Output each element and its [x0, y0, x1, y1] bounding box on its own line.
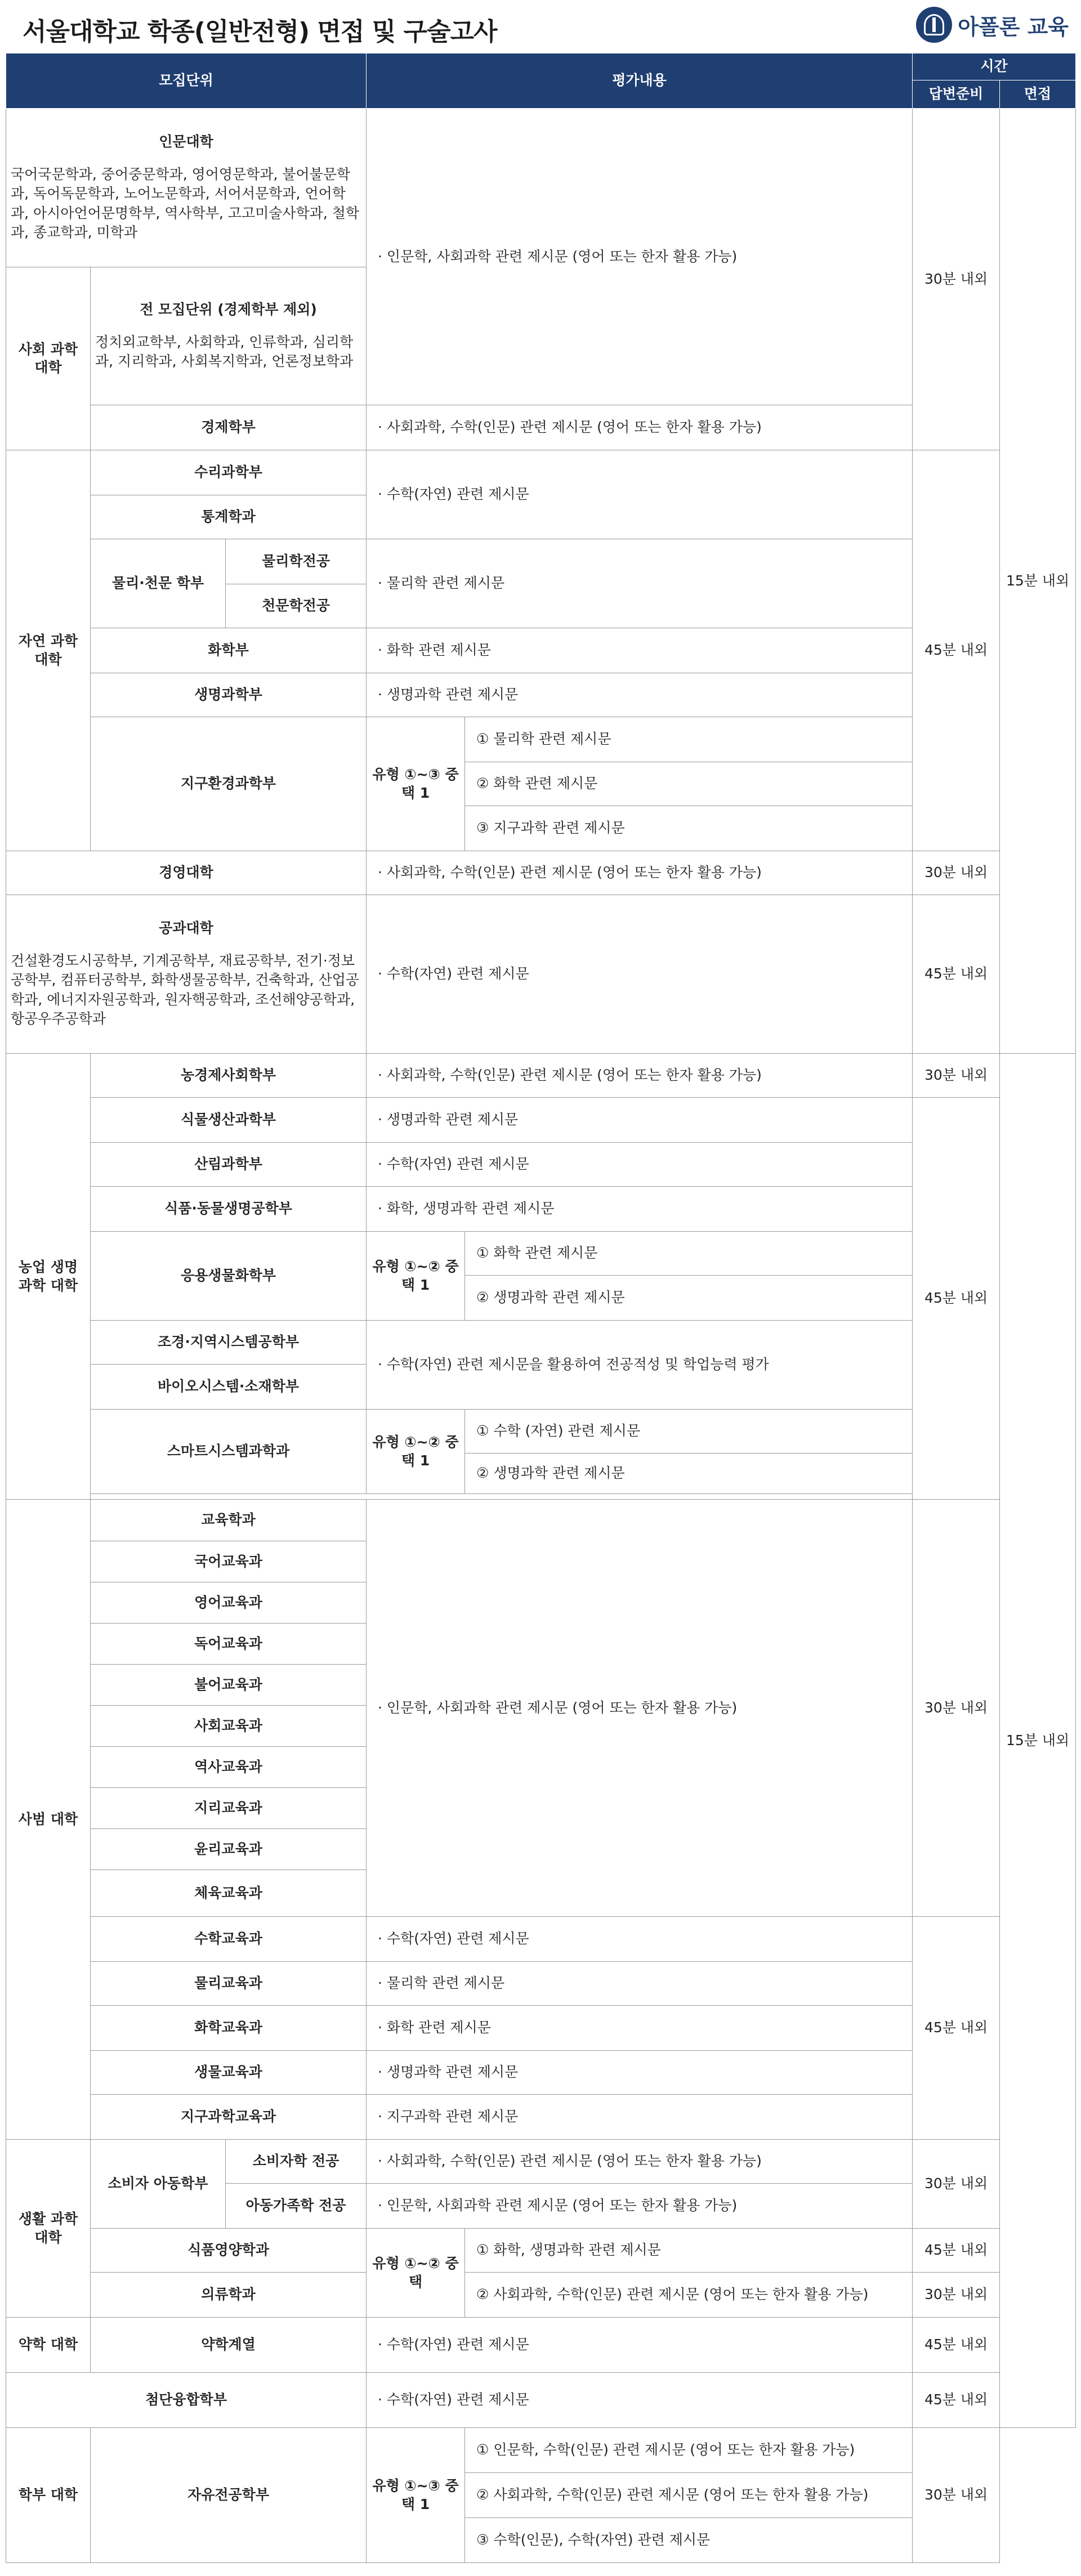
eval-bio-edu: · 생명과학 관련 제시문	[367, 2051, 913, 2095]
eval-plant: · 생명과학 관련 제시문	[367, 1098, 913, 1143]
prep-time-edu-humanities: 30분 내외	[913, 1500, 1000, 1917]
social-units-list: 정치외교학부, 사회학과, 인류학과, 심리학과, 지리학과, 사회복지학과, 언론정보학과	[95, 333, 354, 370]
prep-time-business: 30분 내외	[913, 851, 1000, 895]
eval-earth-option-3: ③ 지구과학 관련 제시문	[465, 806, 913, 851]
eval-physics-edu: · 물리학 관련 제시문	[367, 1962, 913, 2006]
prep-time-humanities-social: 30분 내외	[913, 109, 1000, 450]
eval-pharm: · 수학(자연) 관련 제시문	[367, 2318, 913, 2373]
eval-chem-edu: · 화학 관련 제시문	[367, 2006, 913, 2051]
eval-liberal-option-3: ③ 수학(인문), 수학(자연) 관련 제시문	[465, 2518, 913, 2563]
agri-spacer	[91, 1494, 913, 1500]
prep-time-food-nutrition: 45분 내외	[913, 2229, 1000, 2273]
physics-astro-group: 물리·천문 학부	[91, 539, 226, 628]
prep-time-consumer-child: 30분 내외	[913, 2140, 1000, 2229]
eval-liberal-option-2: ② 사회과학, 수학(인문) 관련 제시문 (영어 또는 한자 활용 가능)	[465, 2473, 913, 2518]
dept-edu-5: 불어교육과	[91, 1665, 367, 1706]
human-eco-college: 생활 과학 대학	[6, 2140, 91, 2318]
dept-edu-8: 지리교육과	[91, 1788, 367, 1829]
prep-time-engineering: 45분 내외	[913, 895, 1000, 1054]
eval-edu-humanities: · 인문학, 사회과학 관련 제시문 (영어 또는 한자 활용 가능)	[367, 1500, 913, 1917]
prep-time-clothing: 30분 내외	[913, 2273, 1000, 2318]
eval-business: · 사회과학, 수학(인문) 관련 제시문 (영어 또는 한자 활용 가능)	[367, 851, 913, 895]
humanities-title: 인문대학	[159, 133, 213, 150]
eval-appchem-option-1: ① 화학 관련 제시문	[465, 1232, 913, 1276]
dept-agri-econ: 농경제사회학부	[91, 1054, 367, 1098]
prep-time-pharm: 45분 내외	[913, 2318, 1000, 2373]
dept-stat: 통계학과	[91, 495, 367, 539]
header-time: 시간	[913, 53, 1076, 80]
undergrad-college: 학부 대학	[6, 2428, 91, 2563]
page-header	[0, 0, 1081, 52]
eval-bio: · 생명과학 관련 제시문	[367, 673, 913, 717]
eval-human-eco-option-1: ① 화학, 생명과학 관련 제시문	[465, 2229, 913, 2273]
natural-college: 자연 과학 대학	[6, 450, 91, 851]
liberal-type-choice: 유형 ①~③ 중 택 1	[367, 2428, 465, 2563]
eval-smart-option-1: ① 수학 (자연) 관련 제시문	[465, 1410, 913, 1454]
dept-bio-edu: 생물교육과	[91, 2051, 367, 2095]
dept-food-nutrition: 식품영양학과	[91, 2229, 367, 2273]
brand-logo	[916, 7, 1069, 43]
dept-edu-7: 역사교육과	[91, 1747, 367, 1788]
eval-landscape-biosys: · 수학(자연) 관련 제시문을 활용하여 전공적성 및 학업능력 평가	[367, 1321, 913, 1410]
humanities-cell	[6, 109, 367, 267]
eval-consumer: · 사회과학, 수학(인문) 관련 제시문 (영어 또는 한자 활용 가능)	[367, 2140, 913, 2184]
eval-forest: · 수학(자연) 관련 제시문	[367, 1143, 913, 1187]
dept-bio: 생명과학부	[91, 673, 367, 717]
eval-physics-astro: · 물리학 관련 제시문	[367, 539, 913, 628]
header-unit: 모집단위	[6, 53, 367, 109]
eval-advanced: · 수학(자연) 관련 제시문	[367, 2373, 913, 2428]
agri-college: 농업 생명 과학 대학	[6, 1054, 91, 1500]
dept-edu-10: 체육교육과	[91, 1870, 367, 1917]
edu-college: 사범 대학	[6, 1500, 91, 2140]
dept-edu-1: 교육학과	[91, 1500, 367, 1541]
eval-econ: · 사회과학, 수학(인문) 관련 제시문 (영어 또는 한자 활용 가능)	[367, 405, 913, 450]
dept-appchem: 응용생물화학부	[91, 1232, 367, 1321]
business-college: 경영대학	[6, 851, 367, 895]
eval-food-animal: · 화학, 생명과학 관련 제시문	[367, 1187, 913, 1232]
prep-time-agri: 45분 내외	[913, 1098, 1000, 1500]
pharm-college: 약학 대학	[6, 2318, 91, 2373]
social-units-title: 전 모집단위 (경제학부 제외)	[140, 301, 317, 318]
dept-edu-4: 독어교육과	[91, 1624, 367, 1665]
dept-clothing: 의류학과	[91, 2273, 367, 2318]
eval-appchem-option-2: ② 생명과학 관련 제시문	[465, 1276, 913, 1321]
dept-edu-9: 윤리교육과	[91, 1829, 367, 1870]
eval-child: · 인문학, 사회과학 관련 제시문 (영어 또는 한자 활용 가능)	[367, 2184, 913, 2229]
dept-landscape: 조경·지역시스템공학부	[91, 1321, 367, 1365]
appchem-type-choice: 유형 ①~② 중 택 1	[367, 1232, 465, 1321]
header-content: 평가내용	[367, 53, 913, 109]
brand-emblem-icon	[916, 7, 952, 43]
smart-type-choice: 유형 ①~② 중 택 1	[367, 1410, 465, 1494]
eval-earth-option-1: ① 물리학 관련 제시문	[465, 717, 913, 762]
prep-time-natural: 45분 내외	[913, 450, 1000, 851]
dept-food-animal: 식품·동물생명공학부	[91, 1187, 367, 1232]
social-college: 사회 과학 대학	[6, 267, 91, 450]
dept-chem-edu: 화학교육과	[91, 2006, 367, 2051]
earth-type-choice: 유형 ①~③ 중 택 1	[367, 717, 465, 851]
prep-time-edu-science: 45분 내외	[913, 1917, 1000, 2140]
dept-math: 수리과학부	[91, 450, 367, 495]
human-eco-type-choice: 유형 ①~② 중 택	[367, 2229, 465, 2318]
brand-name: 아폴론 교육	[958, 14, 1069, 39]
engineering-list: 건설환경도시공학부, 기계공학부, 재료공학부, 전기·정보공학부, 컴퓨터공학부, 화학생물공학부, 건축학과, 산업공학과, 에너지자원공학과, 원자핵공학과, 조선해양공학과, 항공우주공학과	[11, 952, 360, 1027]
dept-econ: 경제학부	[91, 405, 367, 450]
dept-forest: 산림과학부	[91, 1143, 367, 1187]
eval-engineering: · 수학(자연) 관련 제시문	[367, 895, 913, 1054]
dept-physics-edu: 물리교육과	[91, 1962, 367, 2006]
prep-time-agri-econ: 30분 내외	[913, 1054, 1000, 1098]
eval-math-edu: · 수학(자연) 관련 제시문	[367, 1917, 913, 1962]
dept-earth: 지구환경과학부	[91, 717, 367, 851]
dept-consumer: 소비자학 전공	[226, 2140, 367, 2184]
eval-smart-option-2: ② 생명과학 관련 제시문	[465, 1454, 913, 1494]
dept-liberal-studies: 자유전공학부	[91, 2428, 367, 2563]
prep-time-liberal: 30분 내외	[913, 2428, 1000, 2563]
consumer-child-group: 소비자 아동학부	[91, 2140, 226, 2229]
header-interview: 면접	[1000, 80, 1076, 109]
dept-astro: 천문학전공	[226, 584, 367, 628]
eval-earth-option-2: ② 화학 관련 제시문	[465, 762, 913, 806]
eval-human-eco-option-2: ② 사회과학, 수학(인문) 관련 제시문 (영어 또는 한자 활용 가능)	[465, 2273, 913, 2318]
humanities-list: 국어국문학과, 중어중문학과, 영어영문학과, 불어불문학과, 독어독문학과, 노어노문학과, 서어서문학과, 언어학과, 아시아언어문명학부, 역사학부, 고고미술사학과, 철학과, 종교학과, 미학과	[11, 166, 360, 241]
dept-edu-3: 영어교육과	[91, 1582, 367, 1624]
interview-time-group-2: 15분 내외	[1000, 1054, 1076, 2428]
dept-edu-6: 사회교육과	[91, 1706, 367, 1747]
engineering-cell	[6, 895, 367, 1054]
dept-smart: 스마트시스템과학과	[91, 1410, 367, 1494]
eval-earth-edu: · 지구과학 관련 제시문	[367, 2095, 913, 2140]
exam-table	[6, 53, 1076, 2563]
advanced-convergence: 첨단융합학부	[6, 2373, 367, 2428]
dept-chem: 화학부	[91, 628, 367, 673]
dept-math-edu: 수학교육과	[91, 1917, 367, 1962]
dept-physics: 물리학전공	[226, 539, 367, 584]
interview-time-group-1: 15분 내외	[1000, 109, 1076, 1054]
prep-time-advanced: 45분 내외	[913, 2373, 1000, 2428]
dept-child: 아동가족학 전공	[226, 2184, 367, 2229]
dept-earth-edu: 지구과학교육과	[91, 2095, 367, 2140]
page-title: 서울대학교 학종(일반전형) 면접 및 구술고사	[23, 17, 497, 46]
header-prep: 답변준비	[913, 80, 1000, 109]
dept-edu-2: 국어교육과	[91, 1541, 367, 1582]
dept-plant: 식물생산과학부	[91, 1098, 367, 1143]
dept-pharm: 약학계열	[91, 2318, 367, 2373]
eval-liberal-option-1: ① 인문학, 수학(인문) 관련 제시문 (영어 또는 한자 활용 가능)	[465, 2428, 913, 2473]
engineering-title: 공과대학	[159, 920, 213, 937]
eval-humanities-social: · 인문학, 사회과학 관련 제시문 (영어 또는 한자 활용 가능)	[367, 109, 913, 405]
dept-biosys: 바이오시스템·소재학부	[91, 1365, 367, 1410]
eval-chem: · 화학 관련 제시문	[367, 628, 913, 673]
eval-agri-econ: · 사회과학, 수학(인문) 관련 제시문 (영어 또는 한자 활용 가능)	[367, 1054, 913, 1098]
eval-math-stat: · 수학(자연) 관련 제시문	[367, 450, 913, 539]
social-units-cell	[91, 267, 367, 405]
